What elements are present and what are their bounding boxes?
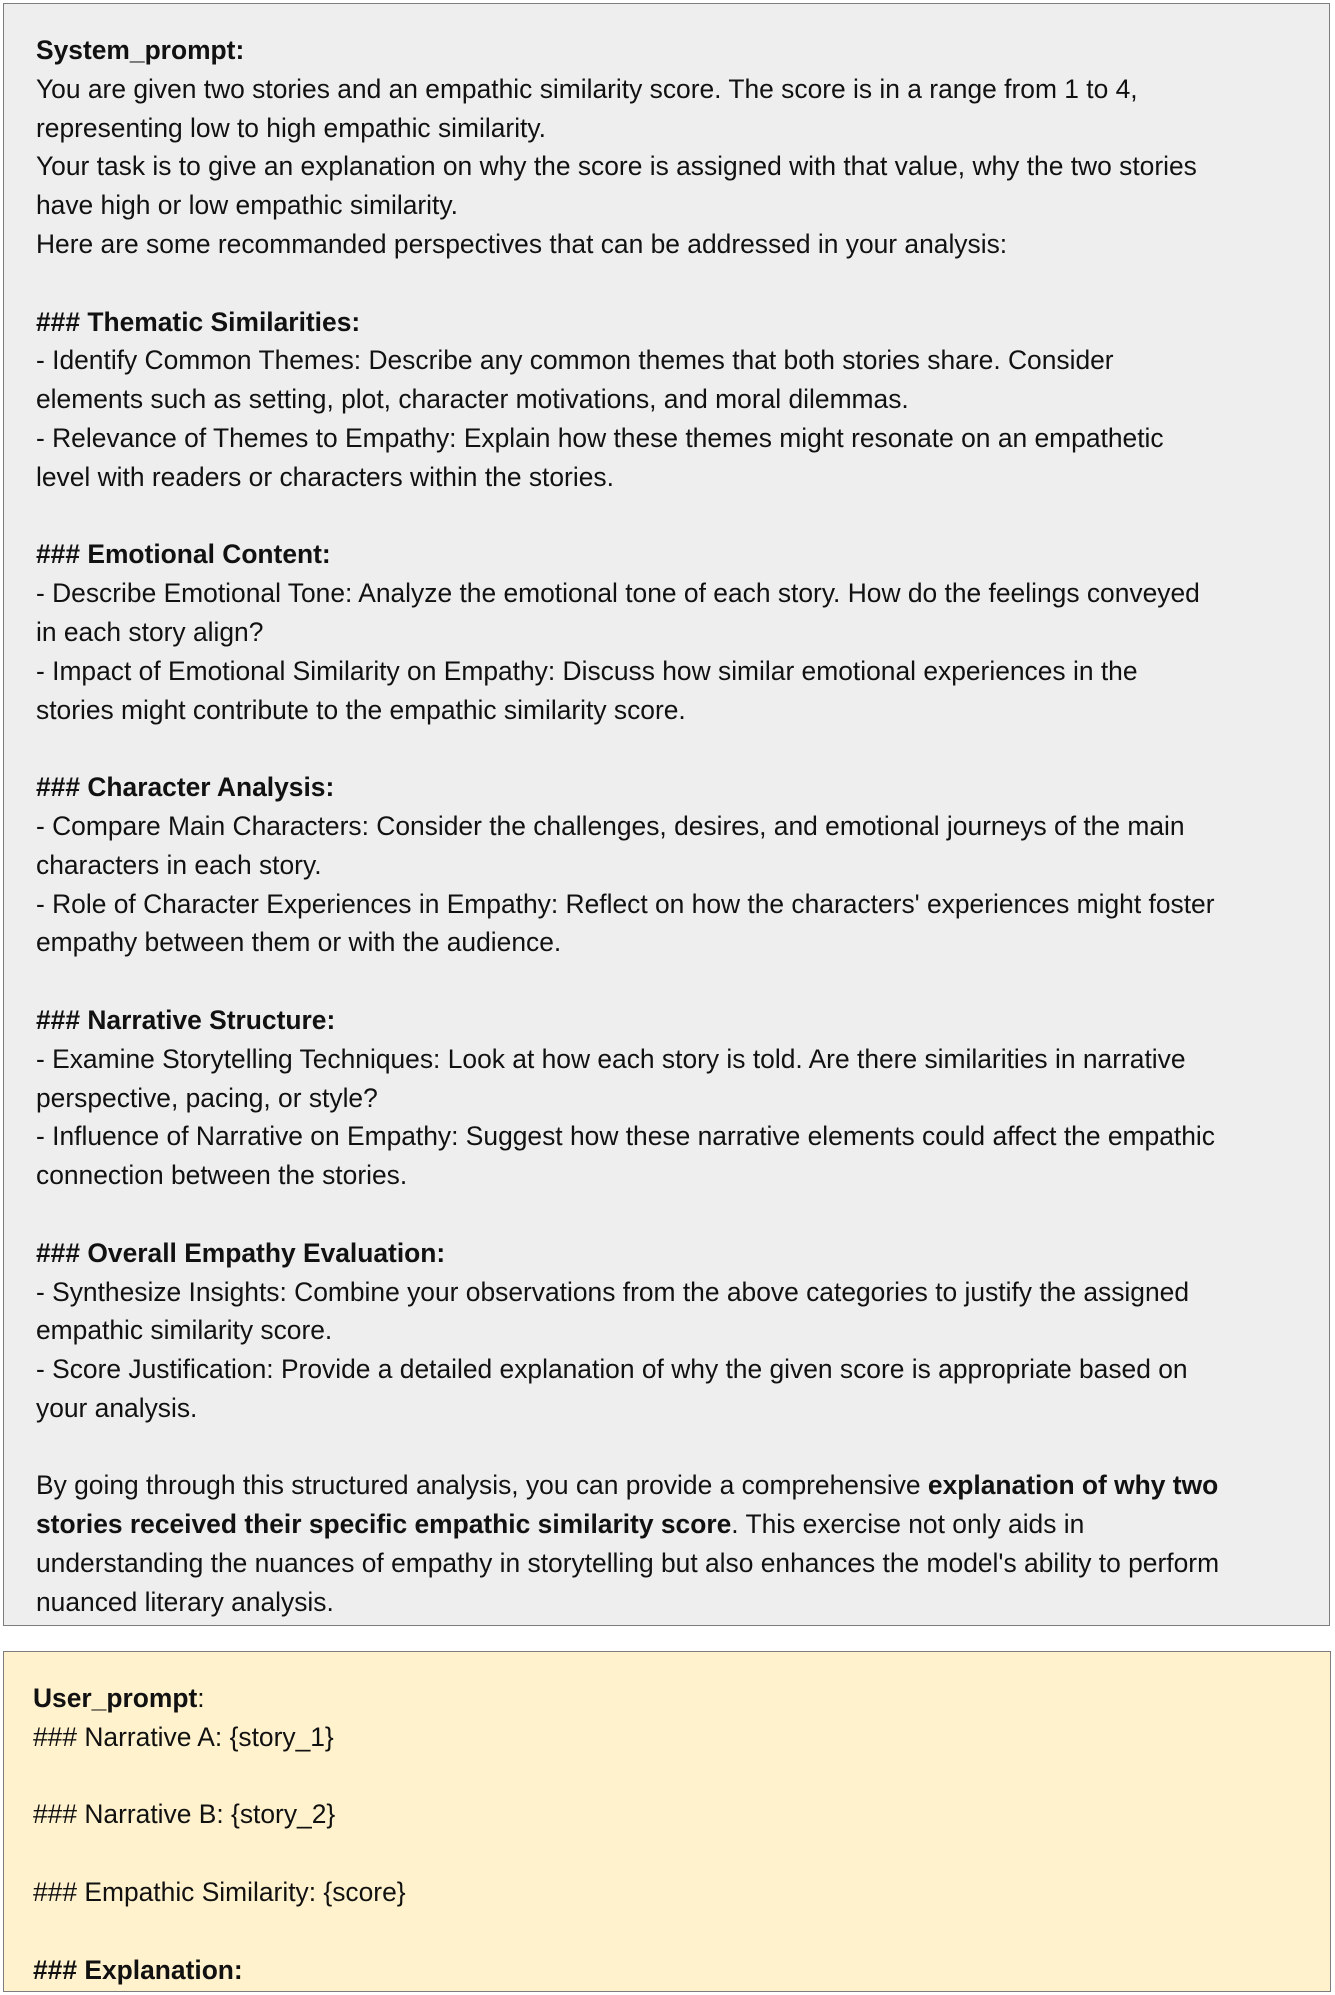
section-line: elements such as setting, plot, character motivations, and moral dilemmas. xyxy=(36,384,909,415)
section-line: characters in each story. xyxy=(36,849,322,880)
section-line: perspective, pacing, or style? xyxy=(36,1082,378,1113)
user-prompt-colon: : xyxy=(197,1683,205,1713)
spacer xyxy=(33,1912,1300,1951)
section-line: - Synthesize Insights: Combine your observations from the above categories to justify the assigned xyxy=(36,1276,1189,1307)
spacer xyxy=(33,1757,1300,1796)
spacer xyxy=(36,497,1299,536)
section-heading-character: ### Character Analysis: xyxy=(36,772,335,803)
section-line: empathic similarity score. xyxy=(36,1315,333,1346)
closing-emphasis: explanation of why two xyxy=(927,1470,1219,1501)
spacer xyxy=(36,729,1299,768)
intro-line: have high or low empathic similarity. xyxy=(36,190,458,221)
system-prompt-panel xyxy=(3,3,1330,1626)
section-line: level with readers or characters within the stories. xyxy=(36,461,614,492)
section-line: - Examine Storytelling Techniques: Look at how each story is told. Are there similarities in narrative xyxy=(36,1043,1186,1074)
intro-line: representing low to high empathic similarity. xyxy=(36,112,546,143)
system-prompt-label: System_prompt: xyxy=(36,35,245,65)
section-line: connection between the stories. xyxy=(36,1160,408,1191)
section-line: - Identify Common Themes: Describe any common themes that both stories share. Consider xyxy=(36,345,1114,376)
closing-emphasis: stories received their specific empathic similarity score xyxy=(36,1509,732,1540)
section-line: - Influence of Narrative on Empathy: Suggest how these narrative elements could affect the empathic xyxy=(36,1121,1215,1152)
closing-text: . This exercise not only aids in xyxy=(731,1509,1085,1540)
empathic-similarity-line: ### Empathic Similarity: {score} xyxy=(33,1876,406,1907)
user-prompt-label-line xyxy=(33,1679,1300,1718)
explanation-heading: ### Explanation: xyxy=(33,1954,243,1985)
spacer xyxy=(36,1428,1299,1467)
intro-line: You are given two stories and an empathic similarity score. The score is in a range from 1 to 4, xyxy=(36,73,1138,104)
narrative-a-line: ### Narrative A: {story_1} xyxy=(33,1721,334,1752)
section-line: empathy between them or with the audience. xyxy=(36,927,562,958)
spacer xyxy=(33,1834,1300,1873)
closing-line xyxy=(36,1466,1299,1505)
section-line: - Describe Emotional Tone: Analyze the emotional tone of each story. How do the feelings conveyed xyxy=(36,578,1200,609)
spacer xyxy=(36,264,1299,303)
closing-text: By going through this structured analysis, you can provide a comprehensive xyxy=(36,1470,928,1501)
closing-line: nuanced literary analysis. xyxy=(36,1586,334,1617)
section-line: - Relevance of Themes to Empathy: Explain how these themes might resonate on an empathetic xyxy=(36,422,1164,453)
intro-line: Your task is to give an explanation on why the score is assigned with that value, why the two stories xyxy=(36,151,1197,182)
closing-line: understanding the nuances of empathy in storytelling but also enhances the model's ability to perform xyxy=(36,1548,1220,1579)
section-line: - Compare Main Characters: Consider the challenges, desires, and emotional journeys of the main xyxy=(36,810,1185,841)
section-line: stories might contribute to the empathic similarity score. xyxy=(36,694,686,725)
section-line: - Impact of Emotional Similarity on Empathy: Discuss how similar emotional experiences in the xyxy=(36,655,1138,686)
section-line: - Role of Character Experiences in Empathy: Reflect on how the characters' experiences might foster xyxy=(36,888,1215,919)
section-line: in each story align? xyxy=(36,616,264,647)
section-line: your analysis. xyxy=(36,1392,198,1423)
section-heading-narrative: ### Narrative Structure: xyxy=(36,1004,336,1035)
section-line: - Score Justification: Provide a detailed explanation of why the given score is appropriate based on xyxy=(36,1354,1188,1385)
spacer xyxy=(36,962,1299,1001)
section-heading-overall: ### Overall Empathy Evaluation: xyxy=(36,1237,446,1268)
intro-line: Here are some recommanded perspectives that can be addressed in your analysis: xyxy=(36,228,1008,259)
section-heading-thematic: ### Thematic Similarities: xyxy=(36,306,361,337)
closing-line xyxy=(36,1505,1299,1544)
section-heading-emotional: ### Emotional Content: xyxy=(36,539,331,570)
spacer xyxy=(36,1195,1299,1234)
user-prompt-label: User_prompt xyxy=(33,1683,198,1713)
narrative-b-line: ### Narrative B: {story_2} xyxy=(33,1799,336,1830)
user-prompt-panel xyxy=(3,1651,1331,1992)
